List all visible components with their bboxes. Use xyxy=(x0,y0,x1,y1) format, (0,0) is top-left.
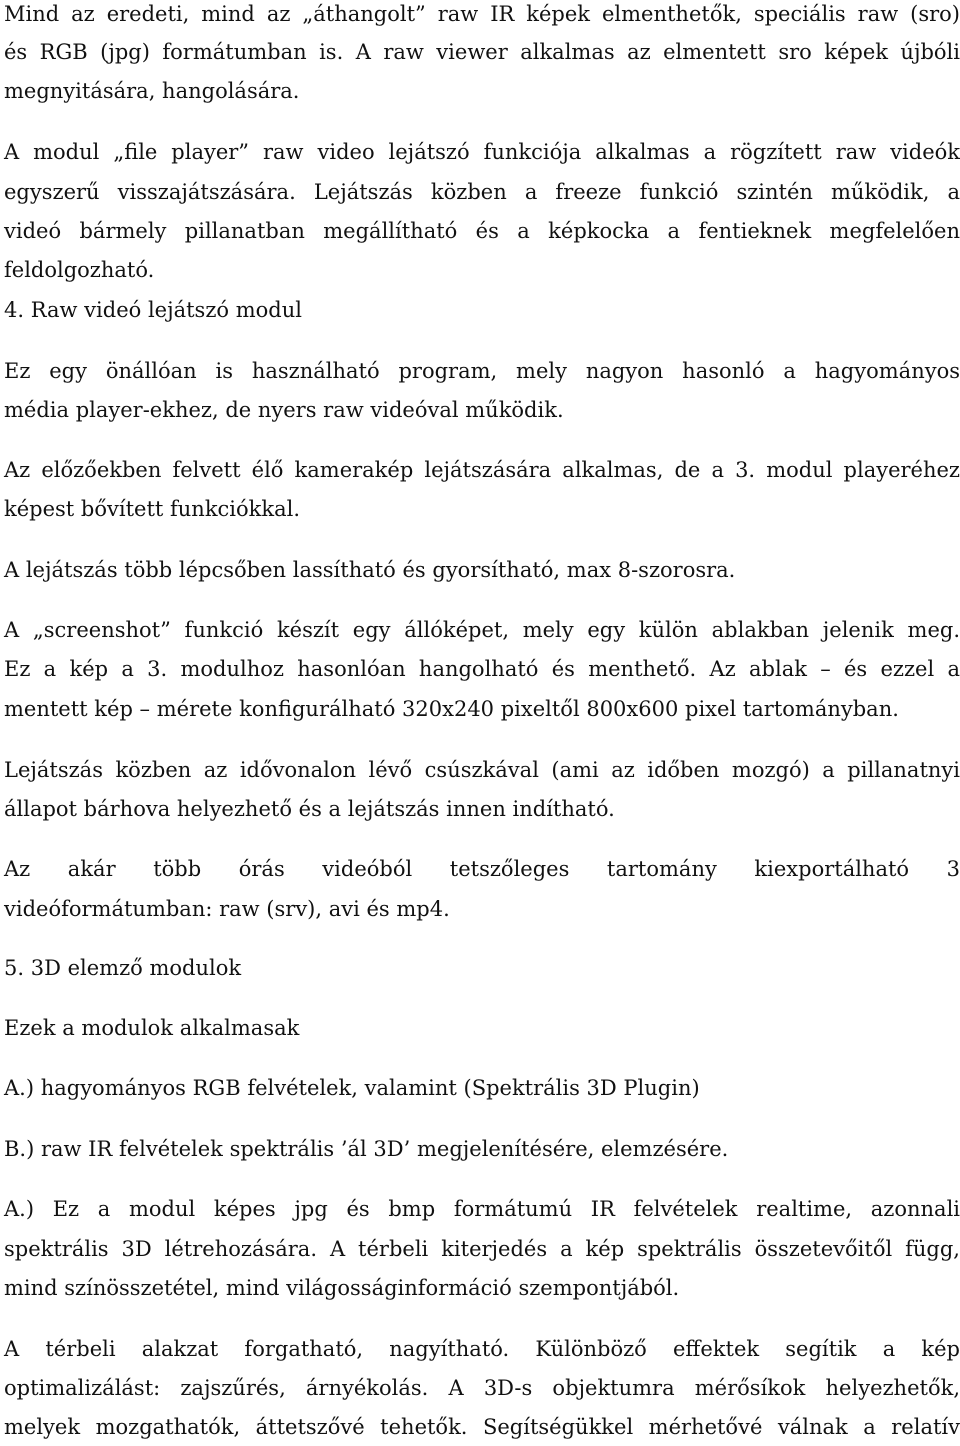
paragraph-line: mind színösszetétel, mind világosságinformáció szempontjából. xyxy=(4,1276,680,1300)
paragraph-line: videóformátumban: raw (srv), avi és mp4. xyxy=(4,897,450,921)
paragraph-line: állapot bárhova helyezhető és a lejátszás innen indítható. xyxy=(4,797,615,821)
paragraph-line: optimalizálást: zajszűrés, árnyékolás. A 3D-s objektumra mérősíkok helyezhetők, xyxy=(4,1376,960,1400)
paragraph-line: Ezek a modulok alkalmasak xyxy=(4,1016,300,1040)
list-item: A.) hagyományos RGB felvételek, valamint (Spektrális 3D Plugin) xyxy=(4,1076,700,1100)
paragraph-line: A térbeli alakzat forgatható, nagyítható. Különböző effektek segítik a kép xyxy=(4,1337,960,1361)
paragraph-line: Mind az eredeti, mind az „áthangolt” raw IR képek elmenthetők, speciális raw (sro) xyxy=(4,2,960,26)
section-heading: 5. 3D elemző modulok xyxy=(4,956,242,980)
paragraph-line: videó bármely pillanatban megállítható és a képkocka a fentieknek megfelelően xyxy=(4,219,960,243)
paragraph-line: és RGB (jpg) formátumban is. A raw viewer alkalmas az elmentett sro képek újbóli xyxy=(4,40,960,64)
paragraph-line: Lejátszás közben az idővonalon lévő csúszkával (ami az időben mozgó) a pillanatnyi xyxy=(4,758,960,782)
paragraph-line: spektrális 3D létrehozására. A térbeli kiterjedés a kép spektrális összetevőitől függ, xyxy=(4,1237,960,1261)
paragraph-line: egyszerű visszajátszására. Lejátszás közben a freeze funkció szintén működik, a xyxy=(4,180,960,204)
paragraph-line: mentett kép – mérete konfigurálható 320x240 pixeltől 800x600 pixel tartományban. xyxy=(4,697,899,721)
paragraph-line: A „screenshot” funkció készít egy állóképet, mely egy külön ablakban jelenik meg. xyxy=(4,618,960,642)
paragraph-line: megnyitására, hangolására. xyxy=(4,79,300,103)
paragraph-line: média player-ekhez, de nyers raw videóval működik. xyxy=(4,398,564,422)
list-item: B.) raw IR felvételek spektrális ’ál 3D’ megjelenítésére, elemzésére. xyxy=(4,1137,729,1161)
paragraph-line: melyek mozgathatók, áttetszővé tehetők. Segítségükkel mérhetővé válnak a relatív xyxy=(4,1415,960,1439)
paragraph-line: képest bővített funkciókkal. xyxy=(4,497,301,521)
paragraph-line: Ez a kép a 3. modulhoz hasonlóan hangolható és menthető. Az ablak – és ezzel a xyxy=(4,657,960,681)
paragraph-line: Az akár több órás videóból tetszőleges tartomány kiexportálható 3 xyxy=(4,857,960,881)
paragraph-line: A lejátszás több lépcsőben lassítható és gyorsítható, max 8-szorosra. xyxy=(4,558,736,582)
paragraph-line: feldolgozható. xyxy=(4,258,155,282)
section-heading: 4. Raw videó lejátszó modul xyxy=(4,298,302,322)
paragraph-line: Ez egy önállóan is használható program, mely nagyon hasonló a hagyományos xyxy=(4,359,960,383)
paragraph-line: A modul „file player” raw video lejátszó funkciója alkalmas a rögzített raw videók xyxy=(4,140,960,164)
paragraph-line: A.) Ez a modul képes jpg és bmp formátumú IR felvételek realtime, azonnali xyxy=(4,1197,960,1221)
paragraph-line: Az előzőekben felvett élő kamerakép lejátszására alkalmas, de a 3. modul playeréhez xyxy=(4,458,960,482)
